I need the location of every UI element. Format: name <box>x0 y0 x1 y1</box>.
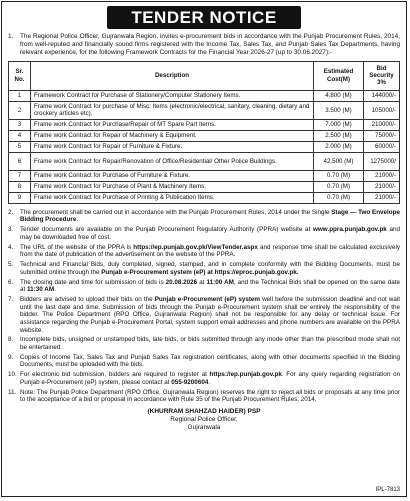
table-row <box>9 181 400 192</box>
row-description: Frame work Contract for purchase of Misc: Items (electronic/electrical, sanitary, cleaning, dietary and crockery articles etc). <box>31 101 314 119</box>
table-row <box>9 152 400 170</box>
row-cost: 2.500 (M) <box>314 130 364 141</box>
term-emphasis: 11:30 AM <box>27 286 55 294</box>
row-cost: 4.800 (M) <box>314 90 364 101</box>
row-description: Frame work Contract for Purchase of Printing & Publication Items. <box>31 192 314 203</box>
term-text <box>20 261 400 276</box>
term-item <box>8 336 400 351</box>
term-run: Copies of Income Tax, Sales Tax and Punjab Sales Tax registration certificates, along with other documents specified in the Bidding Documents, must be uploaded with the bids. <box>20 353 400 369</box>
row-cost: 7.000 (M) <box>314 119 364 130</box>
term-text <box>20 296 400 334</box>
row-sr: 2 <box>9 101 31 119</box>
term-run: Tender documents are available on the Punjab Procurement Regulatory Authority (PPRA) website at <box>20 226 313 234</box>
term-number: 2. <box>8 208 14 216</box>
term-item <box>8 209 400 224</box>
row-sr: 5 <box>9 141 31 152</box>
term-text <box>20 244 400 259</box>
row-sr: 8 <box>9 181 31 192</box>
term-number: 5. <box>8 261 14 269</box>
term-emphasis: Stage — Two Envelope Bidding Procedure <box>20 208 400 224</box>
tender-table <box>8 61 400 204</box>
signatory-name: (KHURRAM SHAHZAD HAIDER) PSP <box>147 408 261 416</box>
term-item <box>8 296 400 334</box>
row-sr: 9 <box>9 192 31 203</box>
signatory-location: Gujranwala <box>187 423 221 431</box>
term-text <box>20 279 400 294</box>
term-run: . For any query regarding registration on Punjab e-Procurement (eP) system, please contact at <box>20 371 400 386</box>
term-emphasis: 20.08.2026 <box>165 278 198 286</box>
tender-notice-page <box>1 1 407 497</box>
row-cost: 42.500 (M) <box>314 152 364 170</box>
term-item <box>8 354 400 369</box>
row-security: 144000/- <box>364 90 400 101</box>
term-emphasis: www.ppra.punjab.gov.pk <box>312 226 387 234</box>
row-description: Frame work Contract for Repair/Renovation of Office/Residential/ Other Police Buildings. <box>31 152 314 170</box>
row-security: 105000/- <box>364 101 400 119</box>
row-security: 21000/- <box>364 170 400 181</box>
term-run: Bidders are advised to upload their bids on the <box>20 296 155 304</box>
header-description: Description <box>31 61 314 90</box>
row-cost: 2.000 (M) <box>314 141 364 152</box>
term-emphasis: 11:00 AM <box>206 278 234 286</box>
row-security: 1275000/ <box>364 152 400 170</box>
row-description: Frame work Contract for Repair of Machinery & Equipment. <box>31 130 314 141</box>
header-sr-no: Sr. No. <box>9 61 31 90</box>
term-run: well before the submission deadline and not wait until the last date and time. Submission of bids through the Punjab e-Procurement system shall be entirely the responsibility of the bidder. The Police Department (RPO Office, Gujranwala Region) shall not be responsible for any delay or technical issue. For assistance regarding the Punjab e-Procurement Portal, system support email addresses and phone numbers are available on the PPRA website. <box>20 296 400 334</box>
table-row <box>9 170 400 181</box>
table-row <box>9 192 400 203</box>
term-run: at <box>197 278 207 286</box>
row-security: 21000/- <box>364 192 400 203</box>
term-item <box>8 389 400 404</box>
row-cost: 3.500 (M) <box>314 101 364 119</box>
row-sr: 6 <box>9 152 31 170</box>
term-number: 4. <box>8 243 14 251</box>
table-row <box>9 119 400 130</box>
term-run: . <box>54 286 56 294</box>
term-text <box>20 209 400 224</box>
term-item <box>8 279 400 294</box>
term-number: 9. <box>8 353 14 361</box>
signatory-designation: Regional Police Officer, <box>170 415 238 423</box>
term-emphasis: Punjab e-Procurement system (eP) at https://eproc.punjab.gov.pk. <box>101 268 299 276</box>
row-description: Framework Contract for Purchase of Stationery/Computer Stationery Items. <box>31 90 314 101</box>
table-row <box>9 130 400 141</box>
term-emphasis: https://ep.punjab.gov.pk <box>209 371 282 379</box>
intro-number: 1. <box>8 33 14 40</box>
table-row <box>9 141 400 152</box>
row-security: 210000/- <box>364 119 400 130</box>
term-number: 7. <box>8 296 14 304</box>
header-estimated-cost: Estimated Cost(M) <box>314 61 364 90</box>
term-item <box>8 244 400 259</box>
term-number: 8. <box>8 336 14 344</box>
row-cost: 0.70 (M) <box>314 192 364 203</box>
row-sr: 3 <box>9 119 31 130</box>
term-run: The procurement shall be carried out in accordance with the Punjab Procurement Rules, 2014 under the Single <box>20 208 332 216</box>
terms-list <box>8 209 400 404</box>
term-run: and may be downloaded free of cost. <box>20 226 400 241</box>
term-text <box>20 336 400 351</box>
term-run: The closing date and time for submission of bids is <box>20 278 166 286</box>
row-sr: 4 <box>9 130 31 141</box>
signature-block <box>8 408 400 431</box>
row-cost: 0.70 (M) <box>314 170 364 181</box>
term-run: Incomplete bids, unsigned or unstamped bids, late bids, or bids submitted through any mode other than the prescribed mode shall not be entertained. <box>20 336 400 351</box>
intro-text: The Regional Police Officer, Gujranwala Region, invites e-procurement bids in accordance with the Punjab Procurement Rules, 2014, from well-reputed and financially sound firms registered with the Income Tax, Sales Tax, and Punjab Sales Tax Departments, having relevant experience, for the following Framework Contracts for the Financial Year 2026-27 (up to 30.06.2027):- <box>20 33 400 56</box>
term-run: Technical and Financial Bids, duly completed, signed, stamped, and in complete conformity with the Bidding Documents, must be submitted online through the <box>20 261 400 276</box>
term-emphasis: 055-9200604 <box>171 378 209 386</box>
term-number: 10. <box>8 371 17 379</box>
row-security: 60000/- <box>364 141 400 152</box>
row-description: Frame work Contract for Purchase of Furniture & Fixture. <box>31 170 314 181</box>
term-emphasis: https://ep.punjab.gov.pk/ViewTender.aspx <box>133 243 258 251</box>
term-run: The URL of the website of the PPRA is <box>20 243 134 251</box>
table-row <box>9 90 400 101</box>
row-security: 21000/- <box>364 181 400 192</box>
term-text <box>20 354 400 369</box>
row-description: Frame work Contract for Purchase of Plant & Machinery Items. <box>31 181 314 192</box>
row-sr: 1 <box>9 90 31 101</box>
term-item <box>8 371 400 386</box>
header-bid-security: Bid Security 3% <box>364 61 400 90</box>
row-description: Frame work Contract for Purchase/Repair of MT Spare Part Items. <box>31 119 314 130</box>
term-item <box>8 226 400 241</box>
term-text <box>20 226 400 241</box>
term-item <box>8 261 400 276</box>
notice-title: TENDER NOTICE <box>107 6 301 29</box>
term-run: . <box>76 216 79 224</box>
row-security: 75000/- <box>364 130 400 141</box>
term-text <box>20 389 400 404</box>
row-description: Frame work Contract for Repair of Furniture & Fixture. <box>31 141 314 152</box>
row-sr: 7 <box>9 170 31 181</box>
term-run: Note: The Punjab Police Department (RPO Office, Gujranwala Region) reserves the right to reject all bids or proposals at any time prior to the acceptance of a bid or proposal in accordance with Rule 35 of the Punjab Procurement Rules, 2014. <box>20 388 400 404</box>
term-number: 3. <box>8 226 14 234</box>
term-run: For electronic bid submission, bidders are required to register at <box>20 371 210 379</box>
intro-paragraph <box>8 33 400 57</box>
table-header-row <box>9 61 400 90</box>
term-text <box>20 371 400 386</box>
term-run: , and the Technical Bids shall be opened on the same date at <box>20 278 400 294</box>
reference-code: IPL-7813 <box>375 487 400 493</box>
term-run: and response time shall be calculated exclusively from the date of publication of the advertisement on the website of the PPRA. <box>20 243 400 259</box>
term-number: 6. <box>8 278 14 286</box>
term-emphasis: Punjab e-Procurement (eP) system <box>154 296 261 304</box>
term-run: . <box>208 378 211 386</box>
table-row <box>9 101 400 119</box>
term-number: 11. <box>8 388 17 396</box>
row-cost: 0.70 (M) <box>314 181 364 192</box>
